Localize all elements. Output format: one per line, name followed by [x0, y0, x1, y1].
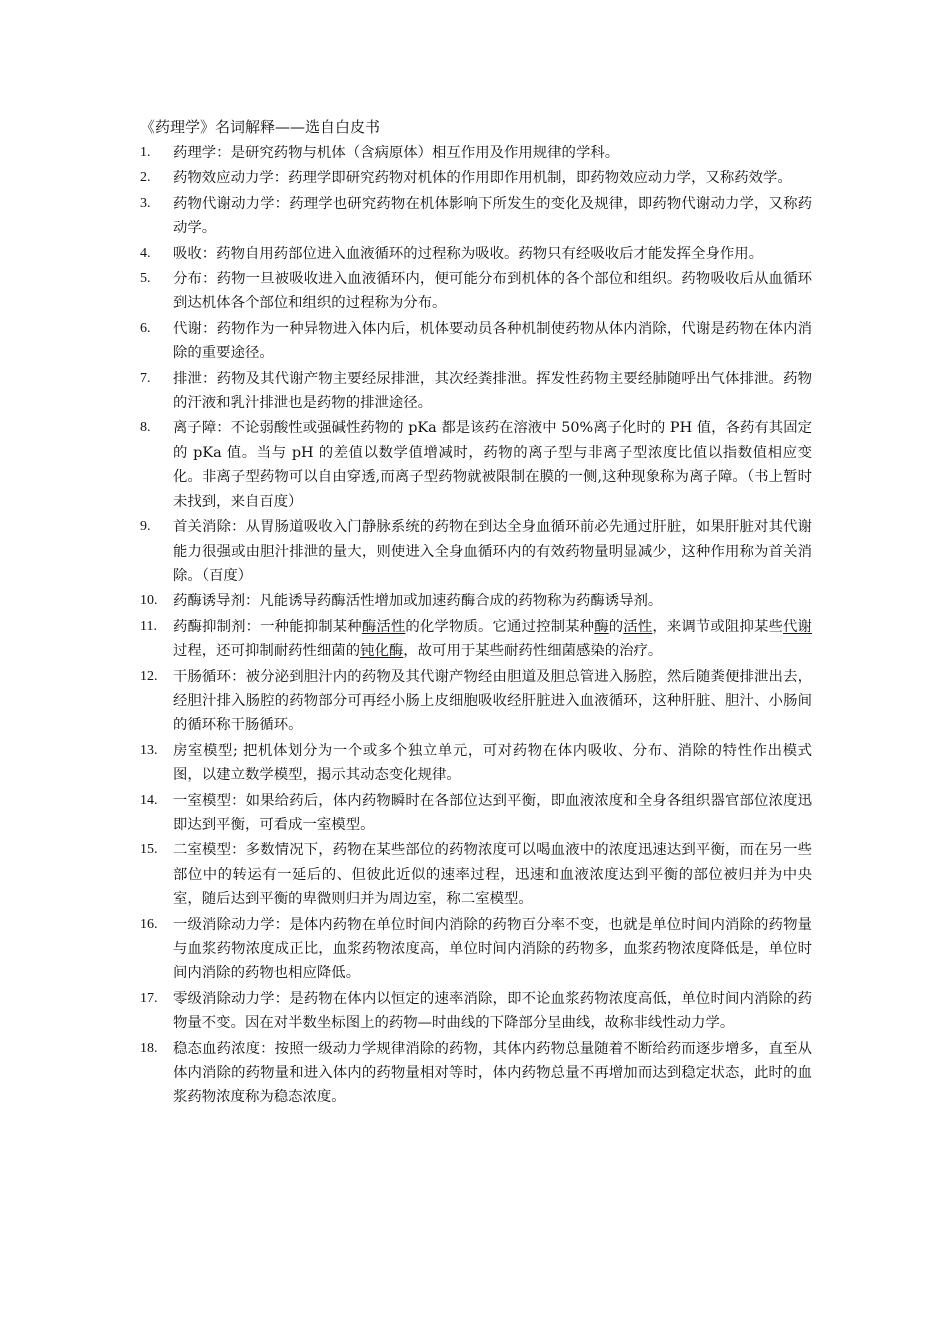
definition-item: [140, 615, 812, 664]
text-segment: 分布：药物一旦被吸收进入血液循环内，便可能分布到机体的各个部位和组织。药物吸收后从血循环到达机体各个部位和组织的过程称为分布。: [173, 271, 812, 312]
text-segment: 的化学物质。它通过控制某种: [405, 618, 595, 635]
item-text: [173, 739, 812, 788]
underlined-term: 钝化酶: [360, 643, 404, 660]
underlined-term: 酶活性: [361, 618, 406, 635]
text-segment: 稳态血药浓度：按照一级动力学规律消除的药物，其体内药物总量随着不断给药而逐步增多，直至从体内消除的药物量和进入体内的药物量相对等时，体内药物总量不再增加而达到稳定状态，此时的血浆药物浓度称为稳态浓度。: [173, 1040, 812, 1106]
item-text: [173, 589, 812, 613]
item-text: [173, 141, 812, 165]
definition-item: [140, 838, 812, 911]
item-number: 8.: [140, 420, 151, 436]
definition-item: [140, 166, 812, 190]
definition-item: [140, 317, 812, 366]
text-segment: 首关消除：从胃肠道吸收入门静脉系统的药物在到达全身血循环前必先通过肝脏，如果肝脏对其代谢能力很强或由胆汁排泄的量大，则使进入全身血循环内的有效药物量明显减少，这种作用称为首关消除。（百度）: [173, 519, 812, 584]
item-text: [173, 615, 812, 664]
definition-item: [140, 739, 812, 788]
item-text: [173, 1037, 812, 1110]
text-segment: 过程，还可抑制耐药性细菌的: [173, 643, 361, 660]
text-segment: 干肠循环：被分泌到胆汁内的药物及其代谢产物经由胆道及胆总管进入肠腔，然后随粪便排泄出去，经胆汁排入肠腔的药物部分可再经小肠上皮细胞吸收经肝脏进入血液循环，这种肝脏、胆汁、小肠间的循环称干肠循环。: [173, 668, 812, 734]
item-text: [173, 416, 812, 514]
item-text: [173, 913, 812, 986]
item-number: 13.: [140, 742, 158, 758]
definition-item: [140, 789, 812, 838]
definition-item: [140, 987, 812, 1036]
underlined-term: 代谢: [783, 618, 812, 635]
item-number: 15.: [140, 842, 158, 858]
definition-item: [140, 367, 812, 416]
item-text: [173, 166, 812, 190]
item-number: 3.: [140, 195, 151, 211]
item-number: 4.: [140, 245, 151, 261]
text-segment: 药酶抑制剂：一种能抑制某种: [173, 618, 362, 635]
definition-item: [140, 1037, 812, 1110]
text-segment: 一级消除动力学：是体内药物在单位时间内消除的药物百分率不变，也就是单位时间内消除的药物量与血浆药物浓度成正比，血浆药物浓度高，单位时间内消除的药物多，血浆药物浓度降低是，单位时间内消除的药物也相应降低。: [173, 916, 812, 982]
item-text: [173, 838, 812, 911]
item-text: [173, 789, 812, 838]
item-text: [173, 987, 812, 1036]
item-text: [173, 242, 812, 266]
text-segment: 排泄：药物及其代谢产物主要经尿排泄，其次经粪排泄。挥发性药物主要经肺随呼出气体排泄。药物的汗液和乳汁排泄也是药物的排泄途径。: [173, 370, 812, 412]
item-text: [173, 317, 812, 366]
item-number: 5.: [140, 271, 151, 287]
definition-item: [140, 416, 812, 514]
text-segment: 离子障：不论弱酸性或强碱性药物的 pKa 都是该药在溶液中 50%离子化时的 PH 值，各药有其固定的 pKa 值。当与 pH 的差值以数学值增减时，药物的离子型与非离子型浓度比值以指数值相应变化。非离子型药物可以自由穿透,而离子型药物就被限制在膜的一侧,这种现象称为离子障。（书上暂时未找到，来自百度）: [173, 420, 812, 510]
text-segment: 一室模型：如果给药后，体内药物瞬时在各部位达到平衡，即血液浓度和全身各组织器官部位浓度迅即达到平衡，可看成一室模型。: [173, 792, 812, 833]
item-number: 11.: [140, 618, 157, 634]
document-title: 《药理学》名词解释——选自白皮书: [140, 118, 381, 136]
text-segment: 二室模型：多数情况下，药物在某些部位的药物浓度可以喝血液中的浓度迅速达到平衡，而在另一些部位中的转运有一延后的、但彼此近似的速率过程，迅速和血液浓度达到平衡的部位被归并为中央室，随后达到平衡的卑微则归并为周边室，称二室模型。: [173, 842, 812, 908]
item-number: 14.: [140, 792, 158, 808]
item-number: 16.: [140, 916, 158, 932]
definition-item: [140, 141, 812, 165]
text-segment: 吸收：药物自用药部位进入血液循环的过程称为吸收。药物只有经吸收后才能发挥全身作用。: [173, 245, 764, 262]
text-segment: ，来调节或阻抑某些: [652, 618, 784, 635]
item-text: [173, 367, 812, 416]
definition-item: [140, 665, 812, 738]
text-segment: 药物效应动力学：药理学即研究药物对机体的作用即作用机制，即药物效应动力学，又称药效学。: [173, 170, 792, 187]
item-text: [173, 665, 812, 738]
item-number: 12.: [140, 668, 158, 684]
underlined-term: 酶: [594, 618, 609, 635]
text-segment: 代谢：药物作为一种异物进入体内后，机体要动员各种机制使药物从体内消除，代谢是药物在体内消除的重要途径。: [173, 320, 812, 362]
item-number: 10.: [140, 593, 158, 609]
item-number: 1.: [140, 145, 151, 160]
item-number: 18.: [140, 1040, 158, 1056]
item-text: [173, 267, 812, 316]
item-text: [173, 192, 812, 241]
definition-item: [140, 515, 812, 588]
definition-list: [140, 141, 812, 1111]
text-segment: 房室模型; 把机体划分为一个或多个独立单元，可对药物在体内吸收、分布、消除的特性作出模式图，以建立数学模型，揭示其动态变化规律。: [173, 742, 812, 784]
item-number: 9.: [140, 519, 151, 535]
text-segment: 的: [608, 618, 624, 635]
text-segment: ，故可用于某些耐药性细菌感染的治疗。: [403, 643, 663, 660]
definition-item: [140, 192, 812, 241]
definition-item: [140, 589, 812, 613]
item-text: [173, 515, 812, 588]
item-number: 7.: [140, 370, 151, 386]
item-number: 17.: [140, 990, 158, 1006]
definition-item: [140, 913, 812, 986]
item-number: 2.: [140, 170, 151, 186]
text-segment: 药理学：是研究药物与机体（含病原体）相互作用及作用规律的学科。: [173, 145, 620, 161]
item-number: 6.: [140, 320, 151, 336]
definition-item: [140, 267, 812, 316]
text-segment: 零级消除动力学：是药物在体内以恒定的速率消除，即不论血浆药物浓度高低，单位时间内消除的药物量不变。因在对半数坐标图上的药物—时曲线的下降部分呈曲线，故称非线性动力学。: [173, 990, 812, 1032]
text-segment: 药物代谢动力学：药理学也研究药物在机体影响下所发生的变化及规律，即药物代谢动力学，又称药动学。: [173, 195, 812, 237]
underlined-term: 活性: [623, 618, 653, 635]
definition-item: [140, 242, 812, 266]
text-segment: 药酶诱导剂：凡能诱导药酶活性增加或加速药酶合成的药物称为药酶诱导剂。: [173, 593, 663, 610]
